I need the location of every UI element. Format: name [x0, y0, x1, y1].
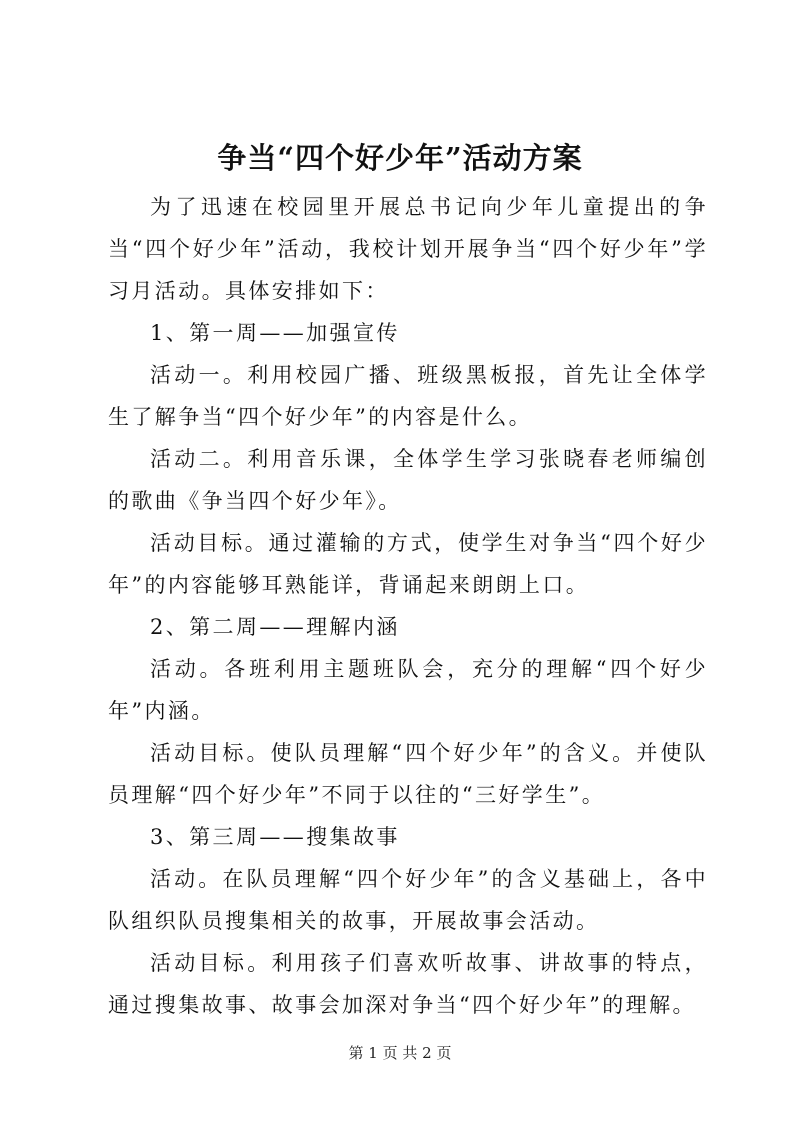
paragraph-activity-1: 活动一。利用校园广播、班级黑板报，首先让全体学生了解争当“四个好少年”的内容是什么。	[108, 363, 708, 429]
heading-week-3: 3、第三周——搜集故事	[150, 825, 400, 849]
paragraph-activity-2: 活动二。利用音乐课，全体学生学习张晓春老师编创的歌曲《争当四个好少年》。	[108, 447, 708, 513]
heading-week-1: 1、第一周——加强宣传	[150, 321, 400, 345]
page-title: 争当“四个好少年”活动方案	[217, 141, 583, 175]
paragraph-intro: 为了迅速在校园里开展总书记向少年儿童提出的争当“四个好少年”活动，我校计划开展争当“四个好少年”学习月活动。具体安排如下：	[108, 195, 708, 303]
paragraph-goal-week-1: 活动目标。通过灌输的方式，使学生对争当“四个好少年”的内容能够耳熟能详，背诵起来朗朗上口。	[108, 531, 708, 597]
paragraph-goal-week-2: 活动目标。使队员理解“四个好少年”的含义。并使队员理解“四个好少年”不同于以往的“三好学生”。	[108, 741, 708, 807]
paragraph-activity-week-3: 活动。在队员理解“四个好少年”的含义基础上，各中队组织队员搜集相关的故事，开展故事会活动。	[108, 867, 708, 933]
paragraph-goal-week-3: 活动目标。利用孩子们喜欢听故事、讲故事的特点，通过搜集故事、故事会加深对争当“四个好少年”的理解。	[108, 951, 708, 1017]
paragraph-activity-week-2: 活动。各班利用主题班队会，充分的理解“四个好少年”内涵。	[108, 657, 708, 723]
document-body	[108, 186, 708, 1026]
heading-week-2: 2、第二周——理解内涵	[150, 615, 400, 639]
page-number-footer: 第 1 页 共 2 页	[348, 1044, 452, 1062]
